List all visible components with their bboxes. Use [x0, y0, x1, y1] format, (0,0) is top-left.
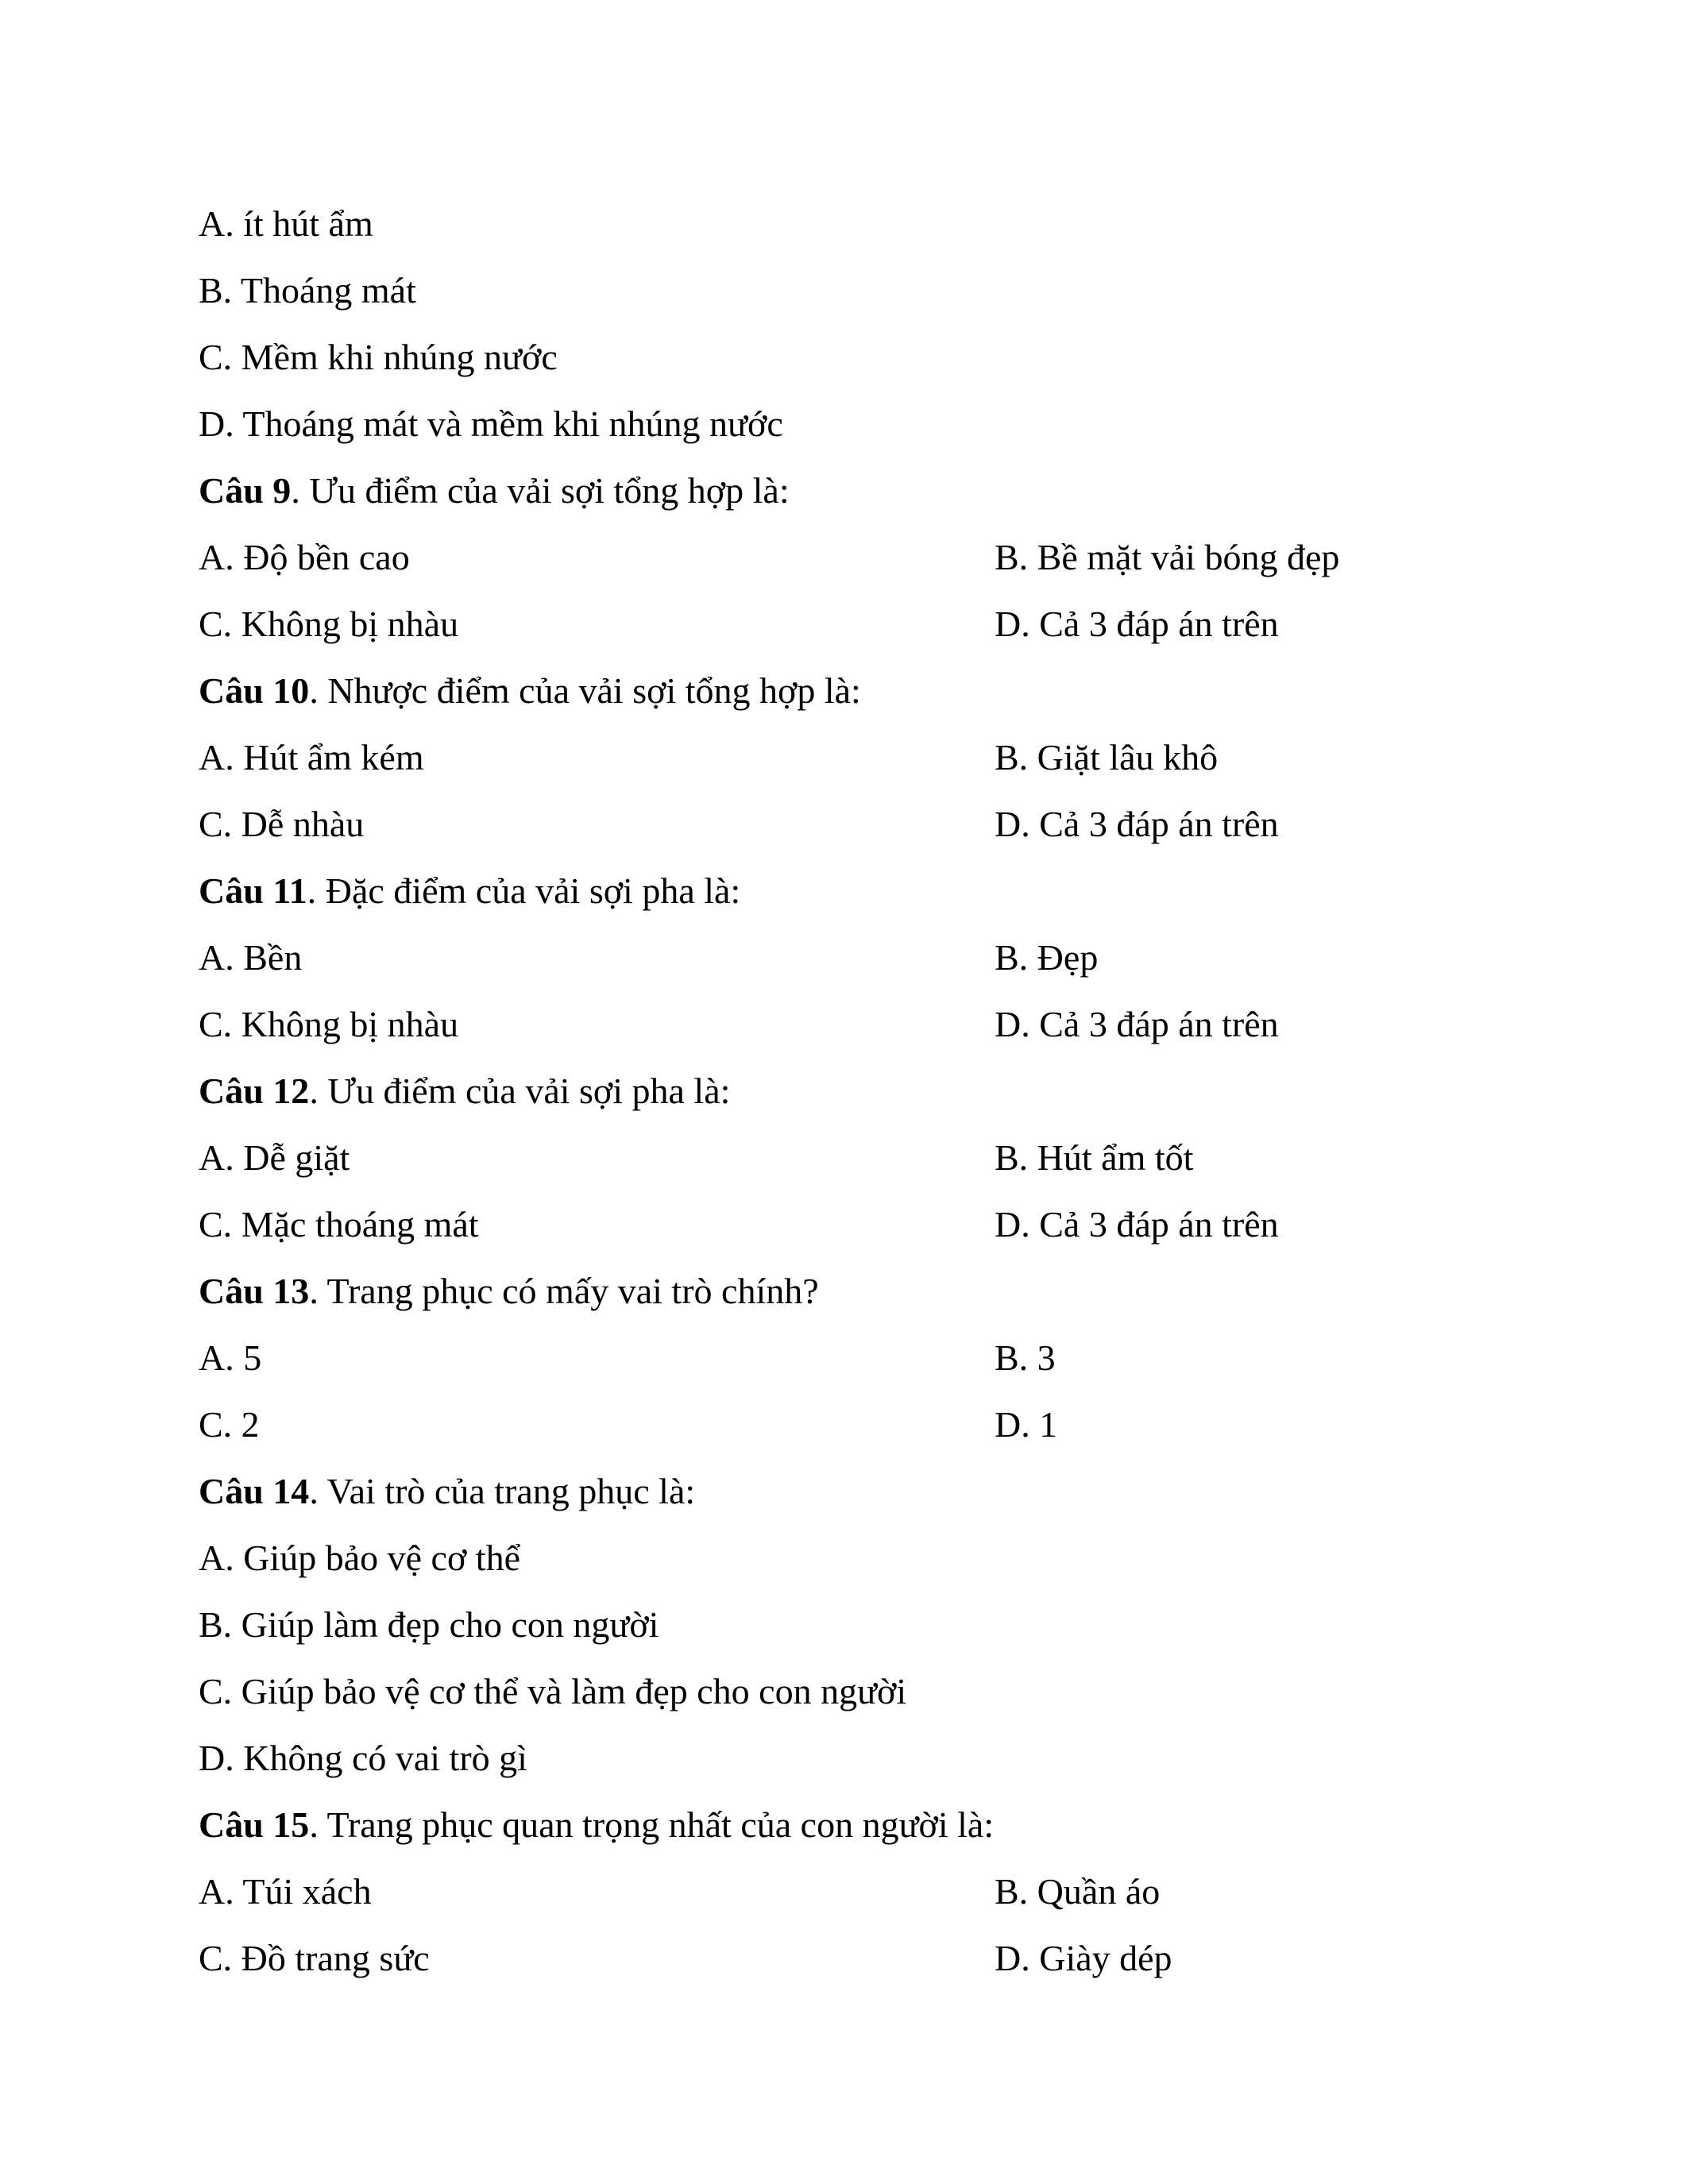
question-label: Câu 14	[199, 1471, 310, 1511]
question-9	[199, 457, 1509, 524]
option-c: C. Giúp bảo vệ cơ thể và làm đẹp cho con người	[199, 1671, 907, 1711]
option-row	[199, 1391, 1509, 1458]
question-label: Câu 12	[199, 1071, 310, 1111]
option-d: D. Cả 3 đáp án trên	[995, 604, 1279, 644]
option-row	[199, 1125, 1509, 1191]
option-d: D. Giày dép	[995, 1938, 1172, 1978]
option-b: B. Giúp làm đẹp cho con người	[199, 1604, 659, 1645]
option-d: D. 1	[995, 1404, 1058, 1445]
option-d: D. Cả 3 đáp án trên	[995, 804, 1279, 844]
option-c: C. Dễ nhàu	[199, 804, 365, 844]
question-text: . Vai trò của trang phục là:	[309, 1471, 696, 1511]
option-row	[199, 991, 1509, 1058]
option-d: D. Thoáng mát và mềm khi nhúng nước	[199, 403, 783, 444]
question-label: Câu 13	[199, 1271, 310, 1311]
question-11	[199, 858, 1509, 924]
option-d: D. Không có vai trò gì	[199, 1738, 527, 1778]
question-15	[199, 1792, 1509, 1858]
option-b: B. Bề mặt vải bóng đẹp	[995, 537, 1340, 577]
option-a: A. Độ bền cao	[199, 537, 410, 577]
option-b: B. Hút ẩm tốt	[995, 1137, 1194, 1178]
option-a: A. 5	[199, 1337, 262, 1378]
option-row	[199, 1191, 1509, 1258]
question-12	[199, 1058, 1509, 1125]
question-text: . Trang phục có mấy vai trò chính?	[309, 1271, 819, 1311]
option-b: B. 3	[995, 1337, 1056, 1378]
question-text: . Nhược điểm của vải sợi tổng hợp là:	[309, 670, 861, 711]
option-c: C. Đồ trang sức	[199, 1938, 430, 1978]
option-b: B. Quần áo	[995, 1871, 1161, 1912]
question-label: Câu 9	[199, 470, 292, 511]
option-a: A. Hút ẩm kém	[199, 737, 424, 778]
option-row	[199, 724, 1509, 791]
question-label: Câu 11	[199, 870, 307, 911]
option-a: A. Giúp bảo vệ cơ thể	[199, 1538, 520, 1578]
question-14	[199, 1458, 1509, 1525]
option-c: C. Mềm khi nhúng nước	[199, 337, 558, 377]
option-d: D. Cả 3 đáp án trên	[995, 1204, 1279, 1244]
option-row	[199, 591, 1509, 658]
option-row	[199, 1858, 1509, 1925]
option-row	[199, 524, 1509, 591]
question-text: . Trang phục quan trọng nhất của con người là:	[309, 1804, 995, 1845]
option-row	[199, 791, 1509, 858]
option-row	[199, 1325, 1509, 1391]
question-label: Câu 15	[199, 1804, 310, 1845]
option-row	[199, 924, 1509, 991]
question-text: . Ưu điểm của vải sợi tổng hợp là:	[291, 470, 790, 511]
option-row	[199, 1925, 1509, 1992]
question-text: . Ưu điểm của vải sợi pha là:	[309, 1071, 731, 1111]
question-text: . Đặc điểm của vải sợi pha là:	[307, 870, 741, 911]
option-a: A. ít hút ẩm	[199, 203, 373, 244]
question-label: Câu 10	[199, 670, 310, 711]
document-page	[199, 191, 1509, 1992]
option-c: C. 2	[199, 1404, 260, 1445]
option-a: A. Túi xách	[199, 1871, 372, 1912]
option-b: B. Thoáng mát	[199, 270, 416, 311]
option-d: D. Cả 3 đáp án trên	[995, 1004, 1279, 1044]
option-a: A. Dễ giặt	[199, 1137, 350, 1178]
option-b: B. Đẹp	[995, 937, 1099, 978]
question-10	[199, 658, 1509, 724]
option-c: C. Không bị nhàu	[199, 1004, 459, 1044]
option-b: B. Giặt lâu khô	[995, 737, 1219, 778]
option-c: C. Không bị nhàu	[199, 604, 459, 644]
option-a: A. Bền	[199, 937, 303, 978]
question-13	[199, 1258, 1509, 1325]
option-c: C. Mặc thoáng mát	[199, 1204, 479, 1244]
